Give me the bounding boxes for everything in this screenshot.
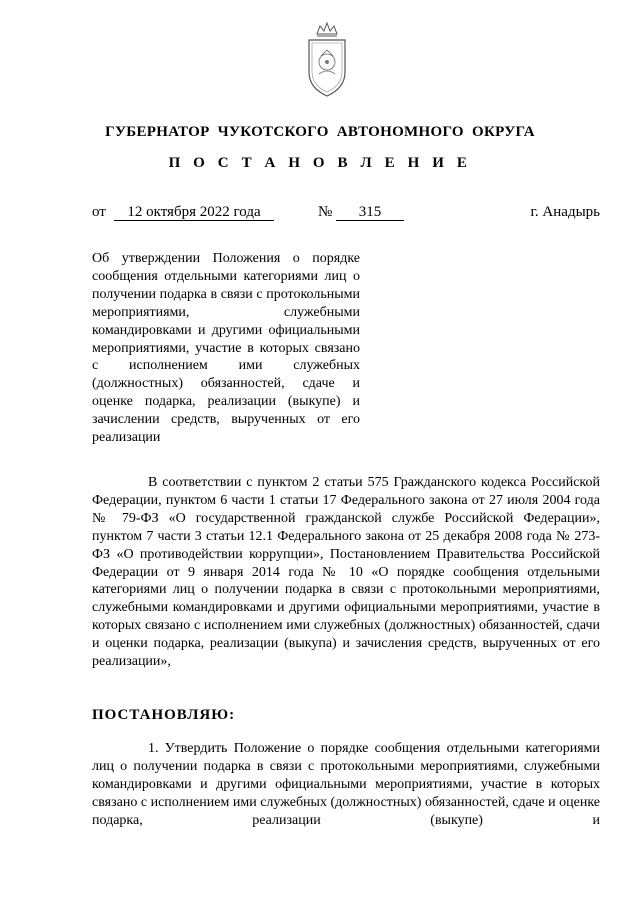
resolve-heading: ПОСТАНОВЛЯЮ: [92,707,236,723]
document-number: 315 [336,204,404,221]
issuing-authority: ГУБЕРНАТОР ЧУКОТСКОГО АВТОНОМНОГО ОКРУГА [105,124,535,140]
document-date: 12 октября 2022 года [114,204,274,221]
document-subject: Об утверждении Положения о порядке сообщения отдельными категориями лиц о получении подарка в связи с протокольными мероприятиями, служебными командировками и другими официальными мероприятиями, участие в которых связано с исполнением ими служебных (должностных) обязанностей, сдаче и оценке подарка, реализации (выкупе) и зачислении средств, вырученных от его реализации [92,251,360,446]
document-type: П О С Т А Н О В Л Е Н И Е [168,155,472,171]
date-number-line [92,204,600,224]
city: г. Анадырь [530,204,600,220]
date-prefix: от [92,204,106,220]
clause-1: 1. Утвердить Положение о порядке сообщения отдельными категориями лиц о получении подарка в связи с протокольными мероприятиями, служебными командировками и другими официальными мероприятиями, участие в которых связано с исполнением ими служебных (должностных) обязанностей, сдаче и оценке подарка, реализации (выкупе) и [92,741,600,828]
preamble-paragraph: В соответствии с пунктом 2 статьи 575 Гражданского кодекса Российской Федерации, пунктом 6 части 1 статьи 17 Федерального закона от 27 июля 2004 года № 79-ФЗ «О государственной гражданской службе Российской Федерации», пунктом 7 части 3 статьи 12.1 Федерального закона от 25 декабря 2008 года № 273-ФЗ «О противодействии коррупции», Постановлением Правительства Российской Федерации от 9 января 2014 года № 10 «О порядке сообщения отдельными категориями лиц о получении подарка в связи с протокольными мероприятиями, служебными командировками и другими официальными мероприятиями, участие в которых связано с исполнением ими служебных (должностных) обязанностей, сдачи и оценки подарка, реализации (выкупа) и зачисления средств, вырученных от его реализации», [92,475,600,670]
number-prefix: № [318,204,333,220]
coat-of-arms-icon [303,20,351,100]
